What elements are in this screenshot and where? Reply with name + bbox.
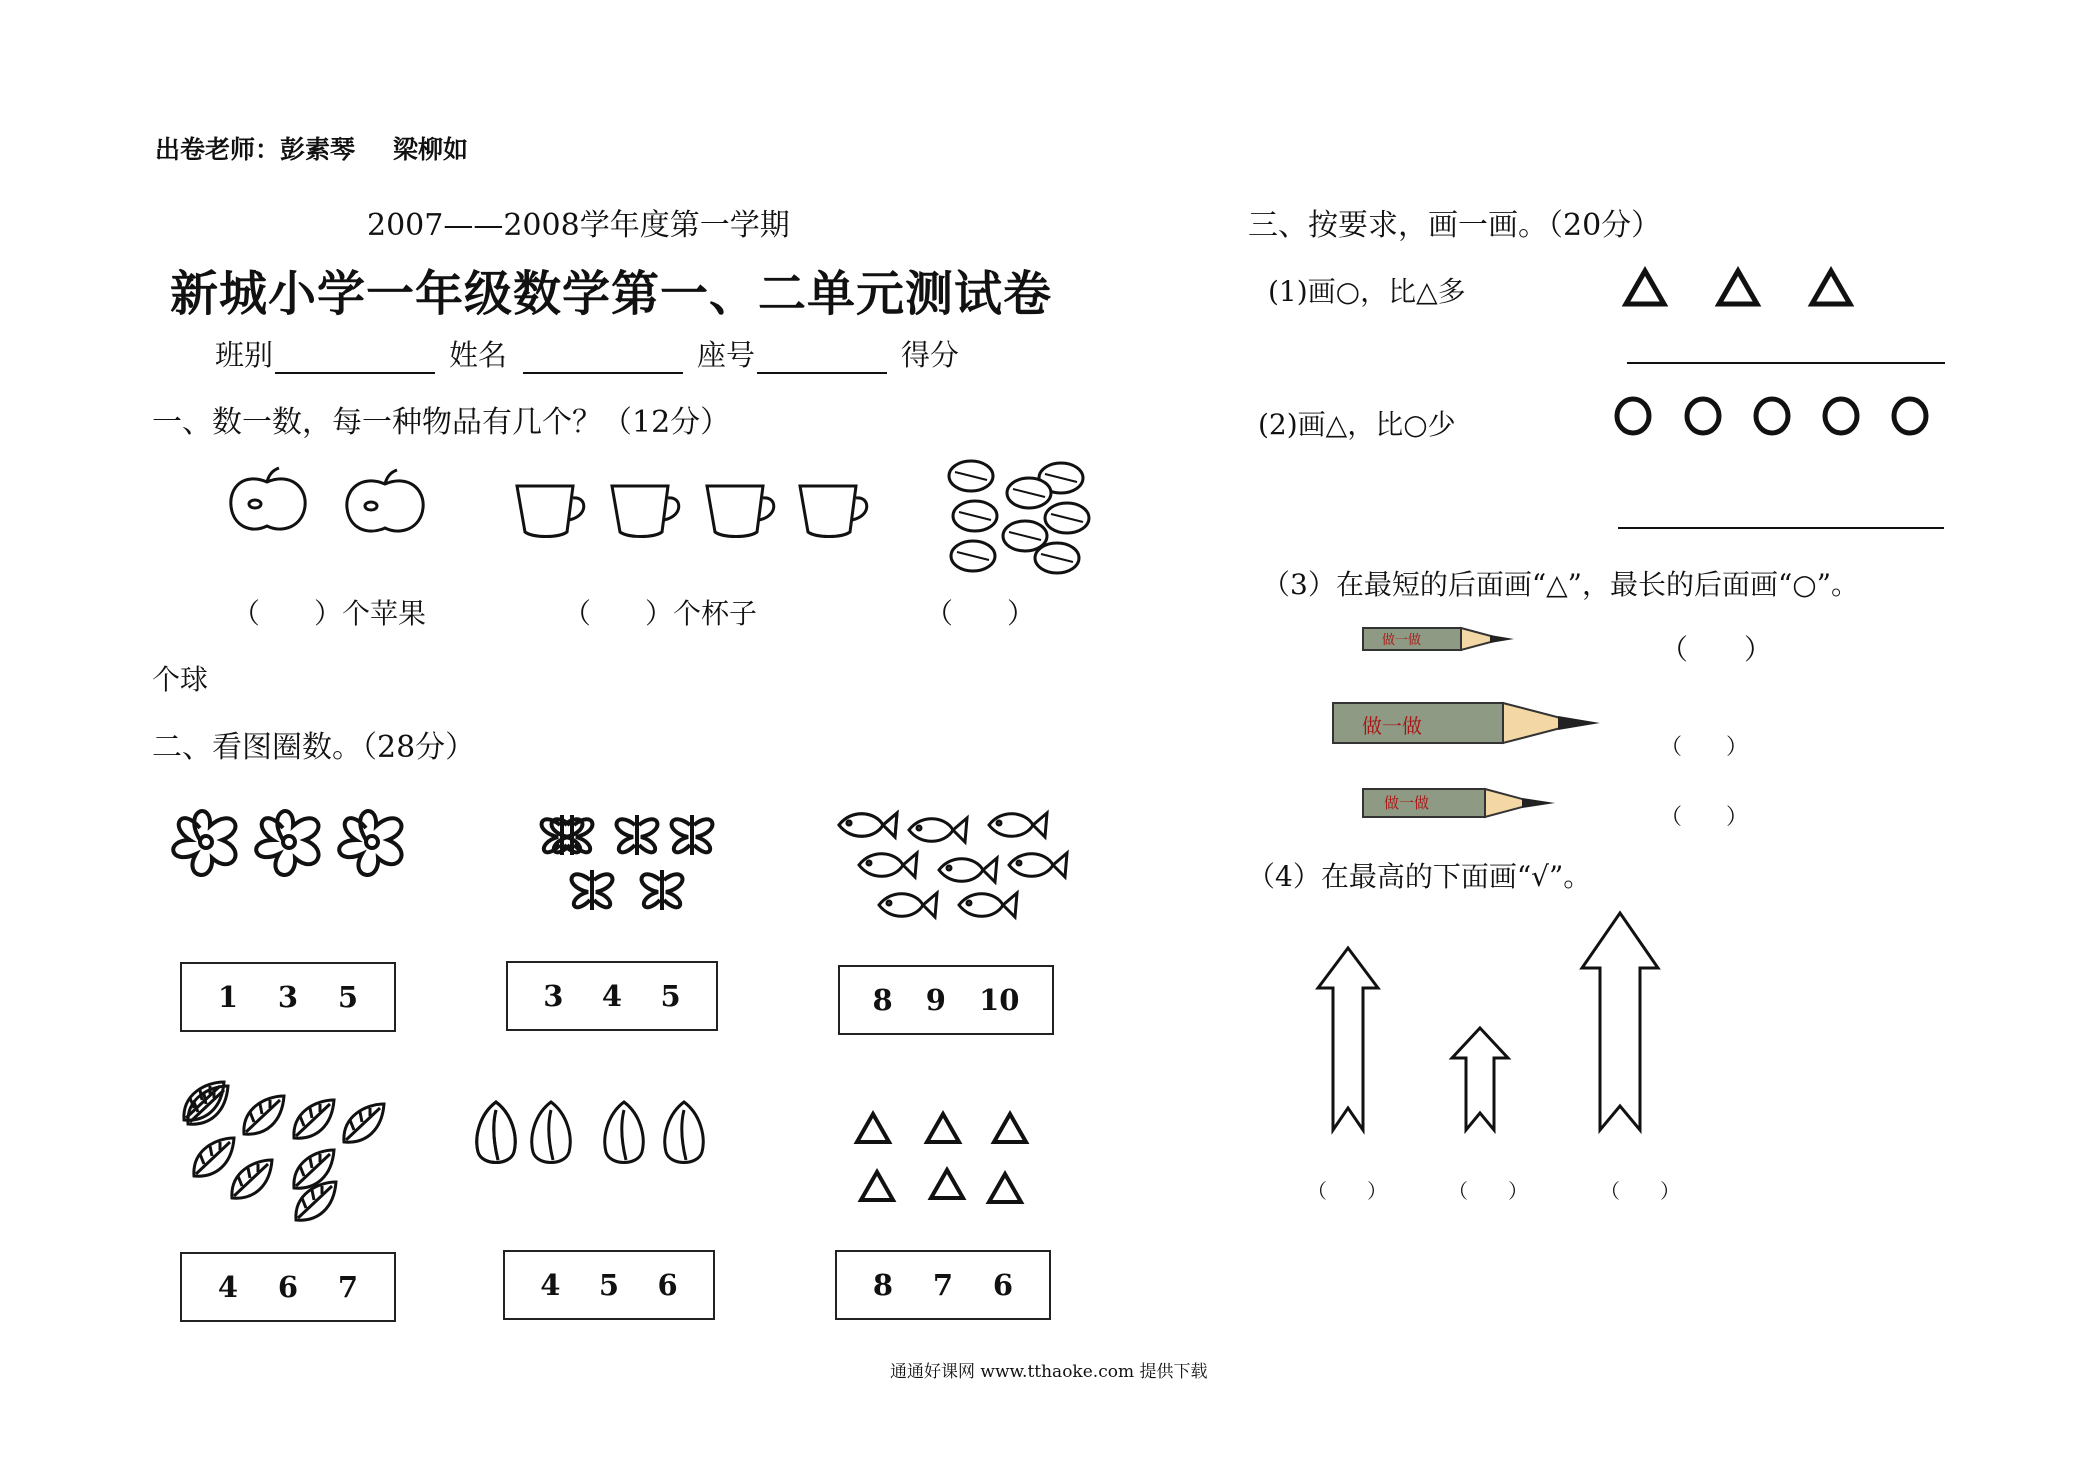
number-box <box>180 962 396 1032</box>
circle-option[interactable]: 3 <box>543 979 564 1013</box>
paren-open: （ <box>925 597 954 630</box>
term-line: 2007——2008学年度第一学期 <box>367 208 790 243</box>
cups-answer[interactable] <box>563 592 757 632</box>
circle-option[interactable]: 1 <box>217 980 239 1014</box>
paren-close: ） <box>1007 597 1036 630</box>
circle-option[interactable]: 5 <box>598 1268 620 1302</box>
circle-option[interactable]: 3 <box>277 980 299 1014</box>
circle-option[interactable]: 4 <box>540 1268 561 1302</box>
paren-open: （ <box>563 597 592 630</box>
circle-option[interactable]: 4 <box>217 1270 239 1304</box>
teacher-label: 出卷老师：彭素琴 <box>155 135 356 164</box>
arrow-tall-answer[interactable]: （ ） <box>1600 1179 1680 1203</box>
circle-option[interactable]: 8 <box>872 1268 894 1302</box>
q3-text: （3）在最短的后面画“△”，最长的后面画“○”。 <box>1262 568 1860 601</box>
circle-option[interactable]: 5 <box>337 980 359 1014</box>
teacher-2: 梁柳如 <box>393 135 469 164</box>
apples-suffix: 个苹果 <box>342 597 427 630</box>
circle-option[interactable]: 10 <box>979 983 1020 1017</box>
circle-option[interactable]: 4 <box>601 979 623 1013</box>
section1-heading: 一、数一数，每一种物品有几个？（12分） <box>152 405 731 440</box>
circle-option[interactable]: 5 <box>660 979 681 1013</box>
q4-text: （4）在最高的下面画“√”。 <box>1247 860 1592 893</box>
name-label: 姓名 <box>449 338 508 372</box>
pencil-long <box>1332 700 1602 746</box>
pencil-short-label: 做一做 <box>1382 633 1422 648</box>
number-box <box>503 1250 715 1320</box>
q2-text: (2)画△，比○少 <box>1258 408 1456 441</box>
arrows-picture <box>1308 908 1688 1143</box>
q2-circles <box>1613 396 1933 440</box>
number-box <box>838 965 1054 1035</box>
student-info-row <box>215 333 959 374</box>
circle-option[interactable]: 6 <box>657 1268 678 1302</box>
section3-heading: 三、按要求，画一画。（20分） <box>1248 208 1662 243</box>
class-label: 班别 <box>215 338 274 372</box>
fish-picture <box>835 805 1075 925</box>
leaves-picture <box>180 1080 390 1220</box>
triangles-picture <box>855 1112 1030 1207</box>
arrow-medium-icon <box>1318 948 1378 1130</box>
circle-option[interactable]: 8 <box>872 983 893 1017</box>
paren-close: ） <box>645 597 674 630</box>
arrow-short-answer[interactable]: （ ） <box>1448 1179 1528 1203</box>
footer-text: 通通好课网 www.tthaoke.com 提供下载 <box>890 1362 1208 1382</box>
score-label: 得分 <box>901 338 960 372</box>
circle-option[interactable]: 6 <box>277 1270 299 1304</box>
arrow-short-icon <box>1452 1028 1508 1130</box>
name-field[interactable] <box>523 342 683 374</box>
apples-answer[interactable] <box>232 592 426 632</box>
pencil-short <box>1362 626 1517 652</box>
arrow-tall-icon <box>1582 913 1658 1130</box>
apples-picture <box>225 470 445 540</box>
q1-triangles <box>1625 268 1855 308</box>
pencil-long-label: 做一做 <box>1362 714 1422 738</box>
balls-suffix: 个球 <box>152 663 209 696</box>
butterflies-picture <box>532 805 722 925</box>
cups-picture <box>515 482 875 542</box>
flowers-picture <box>162 800 417 890</box>
circle-option[interactable]: 7 <box>932 1268 954 1302</box>
pencil-medium-label: 做一做 <box>1384 794 1430 812</box>
balls-picture <box>945 458 1095 578</box>
circle-option[interactable]: 6 <box>992 1268 1014 1302</box>
cups-suffix: 个杯子 <box>673 597 758 630</box>
circle-option[interactable]: 9 <box>925 983 946 1017</box>
q1-answer-line[interactable] <box>1627 362 1945 364</box>
pencil-long-answer[interactable]: （ ） <box>1660 735 1749 760</box>
paren-open: （ <box>232 597 261 630</box>
seat-label: 座号 <box>697 338 756 372</box>
arrow-medium-answer[interactable]: （ ） <box>1307 1179 1387 1203</box>
balls-answer[interactable] <box>925 592 1035 632</box>
number-box <box>835 1250 1051 1320</box>
pencil-medium <box>1362 787 1557 819</box>
q1-text: (1)画○，比△多 <box>1268 275 1466 308</box>
section2-heading: 二、看图圈数。（28分） <box>152 730 476 765</box>
q2-answer-line[interactable] <box>1618 527 1944 529</box>
pencil-short-answer[interactable]: （ ） <box>1660 633 1773 666</box>
teacher-line <box>155 130 506 166</box>
pencil-medium-answer[interactable]: （ ） <box>1660 805 1749 830</box>
number-box <box>506 961 718 1031</box>
class-field[interactable] <box>275 342 435 374</box>
circle-option[interactable]: 7 <box>337 1270 359 1304</box>
paren-close: ） <box>314 597 343 630</box>
number-box <box>180 1252 396 1322</box>
page-title: 新城小学一年级数学第一、二单元测试卷 <box>170 266 1053 322</box>
seat-field[interactable] <box>757 342 887 374</box>
peaches-picture <box>472 1100 712 1170</box>
